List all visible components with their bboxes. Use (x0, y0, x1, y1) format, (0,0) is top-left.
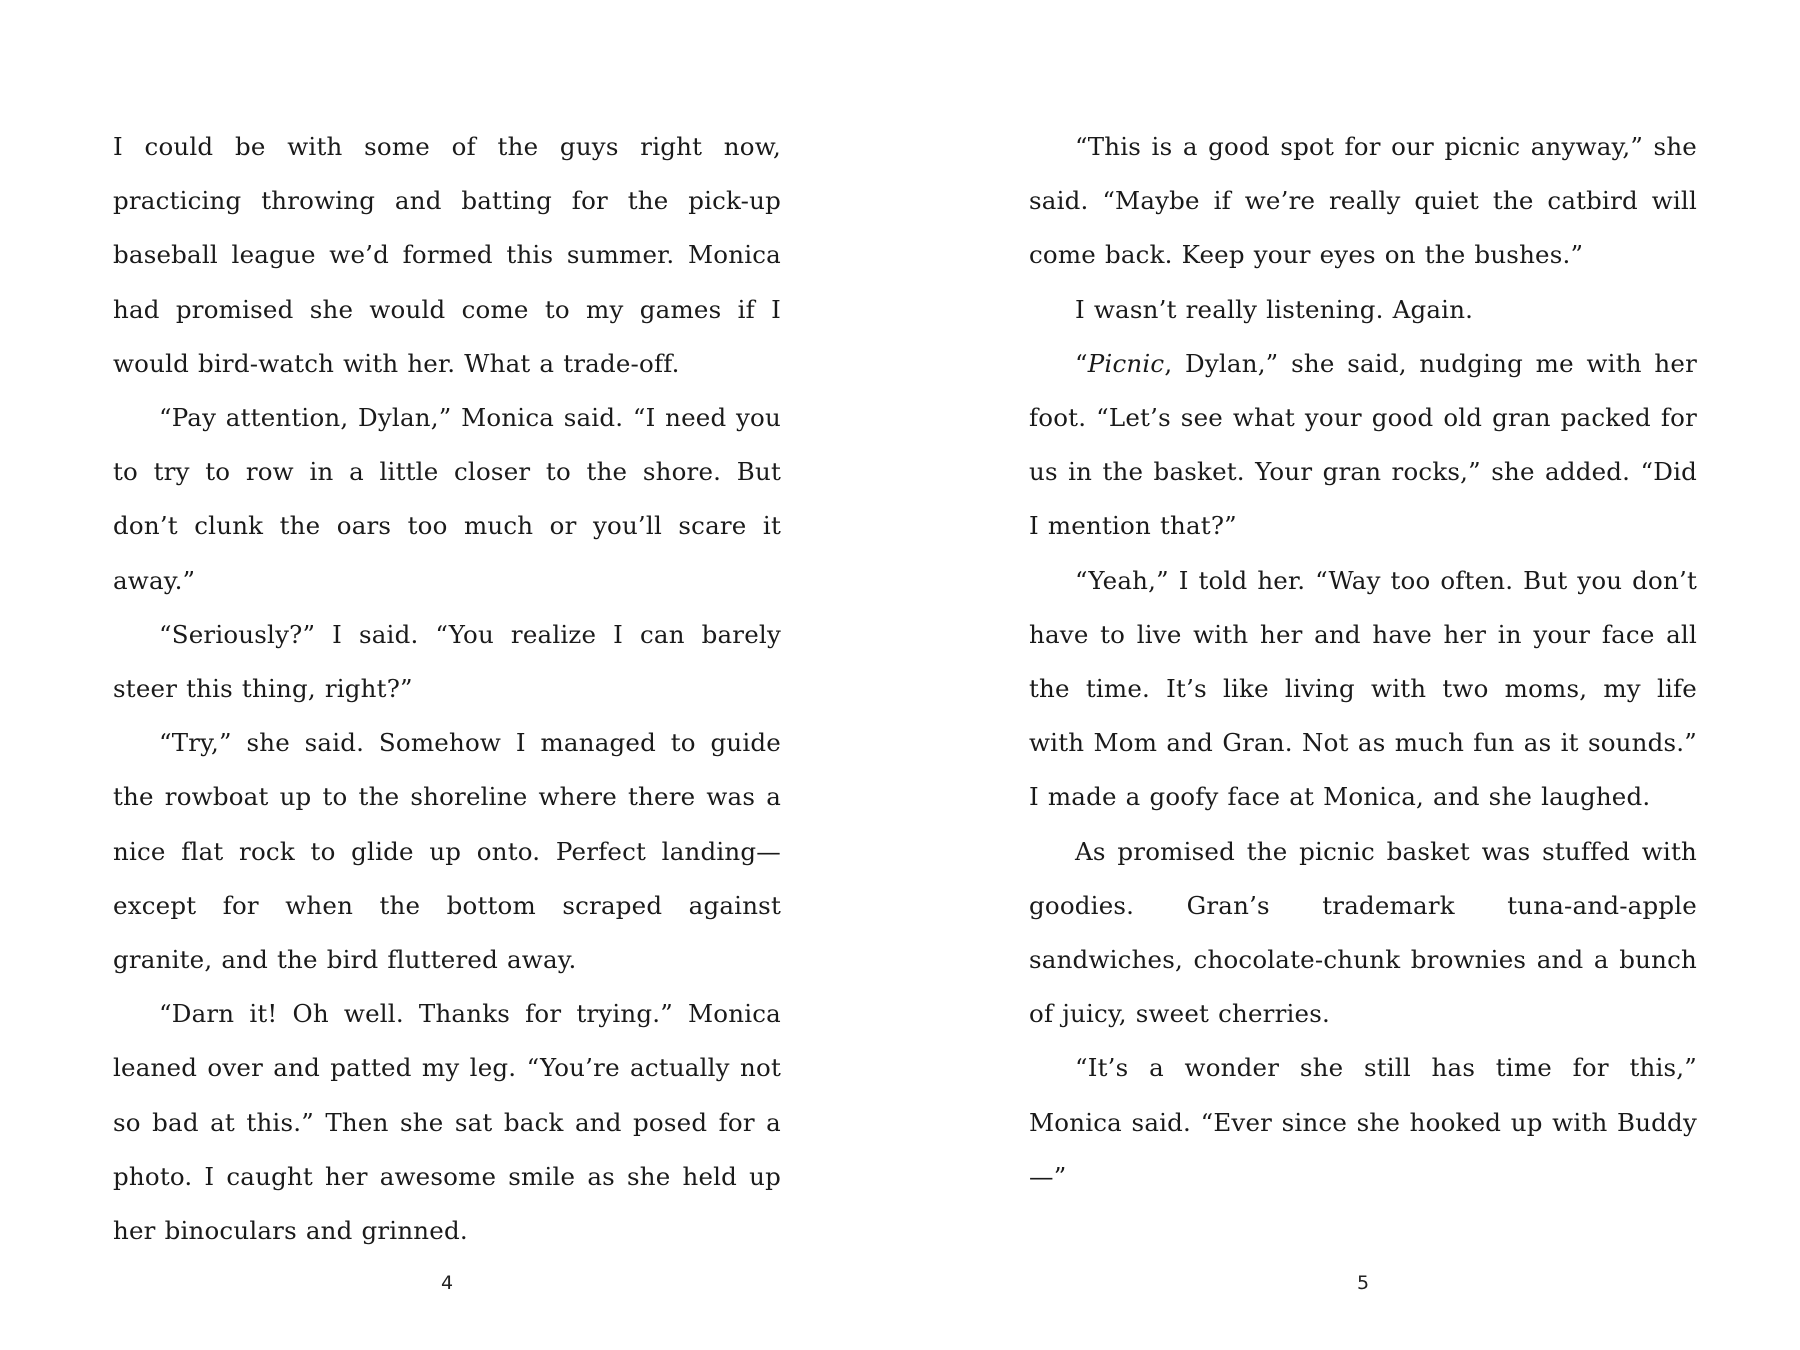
paragraph: As promised the picnic basket was stuffed with goodies. Gran’s trademark tuna-and-apple sandwiches, chocolate-chunk brownies and a bunch of juicy, sweet cherries. (1029, 836, 1697, 1029)
page-number-left: 4 (440, 1272, 454, 1294)
right-page (1029, 120, 1697, 1204)
paragraph: “Seriously?” I said. “You realize I can barely steer this thing, right?” (113, 619, 781, 704)
paragraph: “Yeah,” I told her. “Way too often. But you don’t have to live with her and have her in your face all the time. It’s like living with two moms, my life with Mom and Gran. Not as much fun as it sounds.” I made a goofy face at Monica, and she laughed. (1029, 565, 1697, 812)
paragraph (1029, 337, 1697, 554)
italic-word: Picnic (1087, 348, 1165, 378)
paragraph: “Darn it! Oh well. Thanks for trying.” Monica leaned over and patted my leg. “You’re actually not so bad at this.” Then she sat back and posed for a photo. I caught her awesome smile as she held up her binoculars and grinned. (113, 999, 781, 1246)
paragraph: “Pay attention, Dylan,” Monica said. “I need you to try to row in a little closer to the shore. But don’t clunk the oars too much or you’ll scare it away.” (113, 403, 781, 595)
paragraph: “This is a good spot for our picnic anyway,” she said. “Maybe if we’re really quiet the catbird will come back. Keep your eyes on the bushes.” (1029, 132, 1697, 270)
paragraph-text-after: , Dylan,” she said, nudging me with her foot. “Let’s see what your good old gran packed for us in the basket. Your gran rocks,” she added. “Did I mention that?” (1029, 348, 1697, 541)
paragraph: I could be with some of the guys right now, practicing throwing and batting for the pick-up baseball league we’d formed this summer. Monica had promised she would come to my games if I would bird-watch with her. What a trade-off. (113, 132, 781, 378)
paragraph: “Try,” she said. Somehow I managed to guide the rowboat up to the shoreline where there was a nice flat rock to glide up onto. Perfect landing—except for when the bottom scraped against granite, and the bird fluttered away. (113, 728, 781, 975)
paragraph: I wasn’t really listening. Again. (1075, 294, 1474, 324)
page-number-right: 5 (1356, 1272, 1370, 1294)
paragraph-text-before: “ (1075, 348, 1088, 378)
paragraph: “It’s a wonder she still has time for this,” Monica said. “Ever since she hooked up with Buddy—” (1029, 1053, 1697, 1191)
left-page (113, 120, 781, 1258)
